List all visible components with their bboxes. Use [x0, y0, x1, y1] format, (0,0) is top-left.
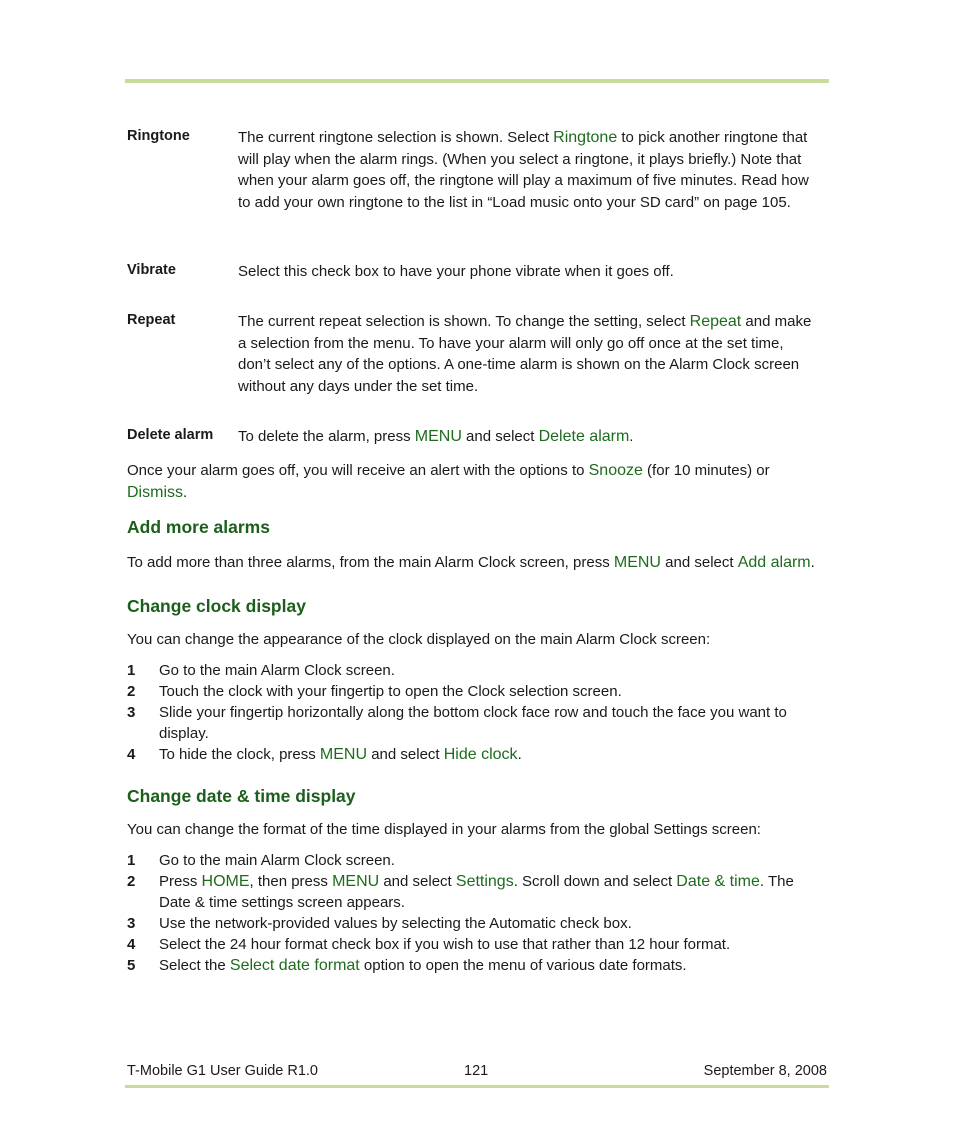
- ui-term-add-alarm: Add alarm: [737, 554, 811, 571]
- header-rule: [125, 79, 829, 83]
- def-text: The current ringtone selection is shown. Select Ringtone to pick another ringtone that will play when the alarm rings. (When you select a ringtone, it plays briefly.) Note that when your alarm goes off, the ringtone will play a maximum of five minutes. Read how to add your own ringtone to the list in “Load music onto your SD card” on page 105.: [238, 129, 809, 211]
- list-item: 1 Go to the main Alarm Clock screen.: [127, 852, 395, 869]
- def-term: Vibrate: [127, 262, 176, 278]
- date-time-intro: You can change the format of the time displayed in your alarms from the global Settings screen:: [127, 821, 761, 838]
- list-item: 3 Use the network-provided values by selecting the Automatic check box.: [127, 915, 632, 932]
- ui-term-ringtone: Ringtone: [553, 129, 618, 146]
- definition-list: [127, 127, 827, 460]
- ui-term-repeat: Repeat: [689, 313, 742, 330]
- def-term: Ringtone: [127, 128, 190, 144]
- def-vibrate: [127, 261, 827, 311]
- page-number: 121: [464, 1063, 489, 1079]
- heading-change-date-time-display: Change date & time display: [127, 786, 356, 806]
- ui-term-menu: MENU: [414, 428, 462, 445]
- list-item: 5 Select the Select date format option to open the menu of various date formats.: [127, 957, 687, 974]
- ui-term-menu: MENU: [319, 746, 368, 763]
- ui-term-home: HOME: [201, 873, 250, 890]
- footer-title: T-Mobile G1 User Guide R1.0: [127, 1063, 318, 1079]
- def-text: Select this check box to have your phone vibrate when it goes off.: [238, 263, 674, 280]
- list-item: 2 Touch the clock with your fingertip to open the Clock selection screen.: [127, 683, 622, 700]
- ui-term-select-date-format: Select date format: [229, 957, 360, 974]
- heading-add-more-alarms: Add more alarms: [127, 517, 270, 537]
- alert-paragraph: Once your alarm goes off, you will receive an alert with the options to Snooze (for 10 minutes) or Dismiss.: [127, 462, 770, 501]
- clock-display-intro: You can change the appearance of the clock displayed on the main Alarm Clock screen:: [127, 631, 711, 648]
- date-time-steps: [127, 850, 827, 976]
- clock-display-steps: [127, 660, 827, 765]
- ui-term-hide-clock: Hide clock: [443, 746, 518, 763]
- def-text: The current repeat selection is shown. To change the setting, select Repeat and make a selection from the menu. To have your alarm will only go off once at the set time, don’t select any of the options. A one-time alarm is shown on the Alarm Clock screen without any days under the set time.: [238, 313, 812, 395]
- def-term: Delete alarm: [127, 427, 214, 443]
- list-item: 3 Slide your fingertip horizontally along the bottom clock face row and touch the face you want to display.: [127, 704, 787, 742]
- ui-term-dismiss: Dismiss: [127, 484, 183, 501]
- list-item: 1 Go to the main Alarm Clock screen.: [127, 662, 395, 679]
- ui-term-menu: MENU: [332, 873, 380, 890]
- def-term: Repeat: [127, 312, 176, 328]
- add-alarms-paragraph: To add more than three alarms, from the main Alarm Clock screen, press MENU and select Add alarm.: [127, 554, 815, 571]
- def-ringtone: [127, 127, 827, 261]
- page-content: [127, 127, 827, 976]
- heading-change-clock-display: Change clock display: [127, 596, 306, 616]
- list-item: 2 Press HOME, then press MENU and select Settings. Scroll down and select Date & time. The Date & time settings screen appears.: [127, 873, 794, 911]
- def-text: To delete the alarm, press MENU and select Delete alarm.: [238, 428, 634, 445]
- footer-rule: [125, 1085, 829, 1088]
- ui-term-menu: MENU: [613, 554, 661, 571]
- ui-term-date-time: Date & time: [676, 873, 760, 890]
- ui-term-settings: Settings: [455, 873, 514, 890]
- ui-term-snooze: Snooze: [588, 462, 643, 479]
- footer-date: September 8, 2008: [703, 1063, 827, 1079]
- def-delete-alarm: [127, 426, 827, 460]
- list-item: 4 To hide the clock, press MENU and select Hide clock.: [127, 746, 522, 763]
- def-repeat: [127, 311, 827, 426]
- ui-term-delete-alarm: Delete alarm: [538, 428, 630, 445]
- list-item: 4 Select the 24 hour format check box if you wish to use that rather than 12 hour format.: [127, 936, 731, 953]
